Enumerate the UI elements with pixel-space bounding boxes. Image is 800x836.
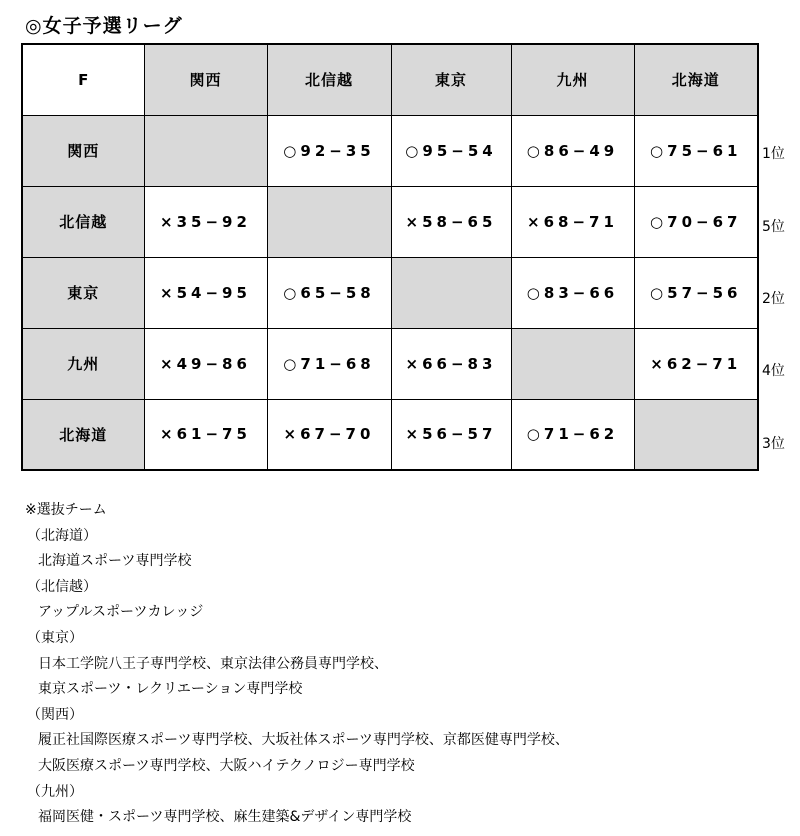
rank-label-hokkaido: 3位	[762, 435, 785, 452]
league-table	[21, 43, 759, 471]
match-cell: ×67−70	[267, 399, 391, 470]
rank-column	[762, 117, 785, 479]
notes-school-line: 日本工学院八王子専門学校、東京法律公務員専門学校、	[38, 655, 388, 672]
rank-label-tokyo: 2位	[762, 290, 785, 307]
header-row	[22, 44, 758, 115]
row-header-hokushinetsu: 北信越	[22, 186, 144, 257]
notes-region-hokkaido: （北海道）	[27, 527, 97, 544]
match-cell: ○65−58	[267, 257, 391, 328]
table-row-kansai	[22, 115, 758, 186]
match-cell: ○92−35	[267, 115, 391, 186]
match-cell: ×35−92	[144, 186, 267, 257]
notes-school-line: 東京スポーツ・レクリエーション専門学校	[38, 681, 303, 698]
row-header-kyushu: 九州	[22, 328, 144, 399]
match-cell: ×49−86	[144, 328, 267, 399]
table-row-tokyo	[22, 257, 758, 328]
match-cell: ×54−95	[144, 257, 267, 328]
col-header-hokushinetsu: 北信越	[267, 44, 391, 115]
notes-region-tokyo: （東京）	[27, 629, 83, 646]
rank-label-hokushinetsu: 5位	[762, 218, 785, 235]
match-cell: ×66−83	[391, 328, 511, 399]
match-cell: ○83−66	[511, 257, 634, 328]
match-cell: ○71−62	[511, 399, 634, 470]
diagonal-cell	[391, 257, 511, 328]
notes-school-line: 福岡医健・スポーツ専門学校、麻生建築&デザイン専門学校	[38, 809, 412, 826]
match-cell: ×68−71	[511, 186, 634, 257]
match-cell: ○95−54	[391, 115, 511, 186]
rank-label-kansai: 1位	[762, 146, 785, 163]
col-header-hokkaido: 北海道	[634, 44, 758, 115]
diagonal-cell	[634, 399, 758, 470]
rank-label-kyushu: 4位	[762, 363, 785, 380]
match-cell: ○71−68	[267, 328, 391, 399]
col-header-tokyo: 東京	[391, 44, 511, 115]
table-row-kyushu	[22, 328, 758, 399]
notes-school-line: 北海道スポーツ専門学校	[38, 553, 192, 570]
match-cell: ×61−75	[144, 399, 267, 470]
notes-region-hokushinetsu: （北信越）	[27, 578, 97, 595]
col-header-kansai: 関西	[144, 44, 267, 115]
diagonal-cell	[144, 115, 267, 186]
row-header-tokyo: 東京	[22, 257, 144, 328]
match-cell: ×58−65	[391, 186, 511, 257]
notes-region-kansai: （関西）	[27, 706, 83, 723]
notes-heading: ※選抜チーム	[25, 502, 107, 518]
row-header-kansai: 関西	[22, 115, 144, 186]
match-cell: ○75−61	[634, 115, 758, 186]
match-cell: ○70−67	[634, 186, 758, 257]
corner-cell: F	[22, 44, 144, 115]
notes-school-line: 履正社国際医療スポーツ専門学校、大坂社体スポーツ専門学校、京都医健専門学校、	[38, 732, 569, 749]
match-cell: ○86−49	[511, 115, 634, 186]
match-cell: ×56−57	[391, 399, 511, 470]
table-row-hokkaido	[22, 399, 758, 470]
notes-school-line: アップルスポーツカレッジ	[38, 604, 204, 621]
page-title: ◎女子予選リーグ	[25, 15, 183, 37]
col-header-kyushu: 九州	[511, 44, 634, 115]
diagonal-cell	[511, 328, 634, 399]
league-table-wrap	[21, 43, 785, 479]
table-row-hokushinetsu	[22, 186, 758, 257]
match-cell: ×62−71	[634, 328, 758, 399]
selected-teams-notes	[25, 498, 569, 831]
notes-school-line: 大阪医療スポーツ専門学校、大阪ハイテクノロジー専門学校	[38, 757, 415, 774]
notes-region-kyushu: （九州）	[27, 783, 83, 800]
match-cell: ○57−56	[634, 257, 758, 328]
diagonal-cell	[267, 186, 391, 257]
row-header-hokkaido: 北海道	[22, 399, 144, 470]
